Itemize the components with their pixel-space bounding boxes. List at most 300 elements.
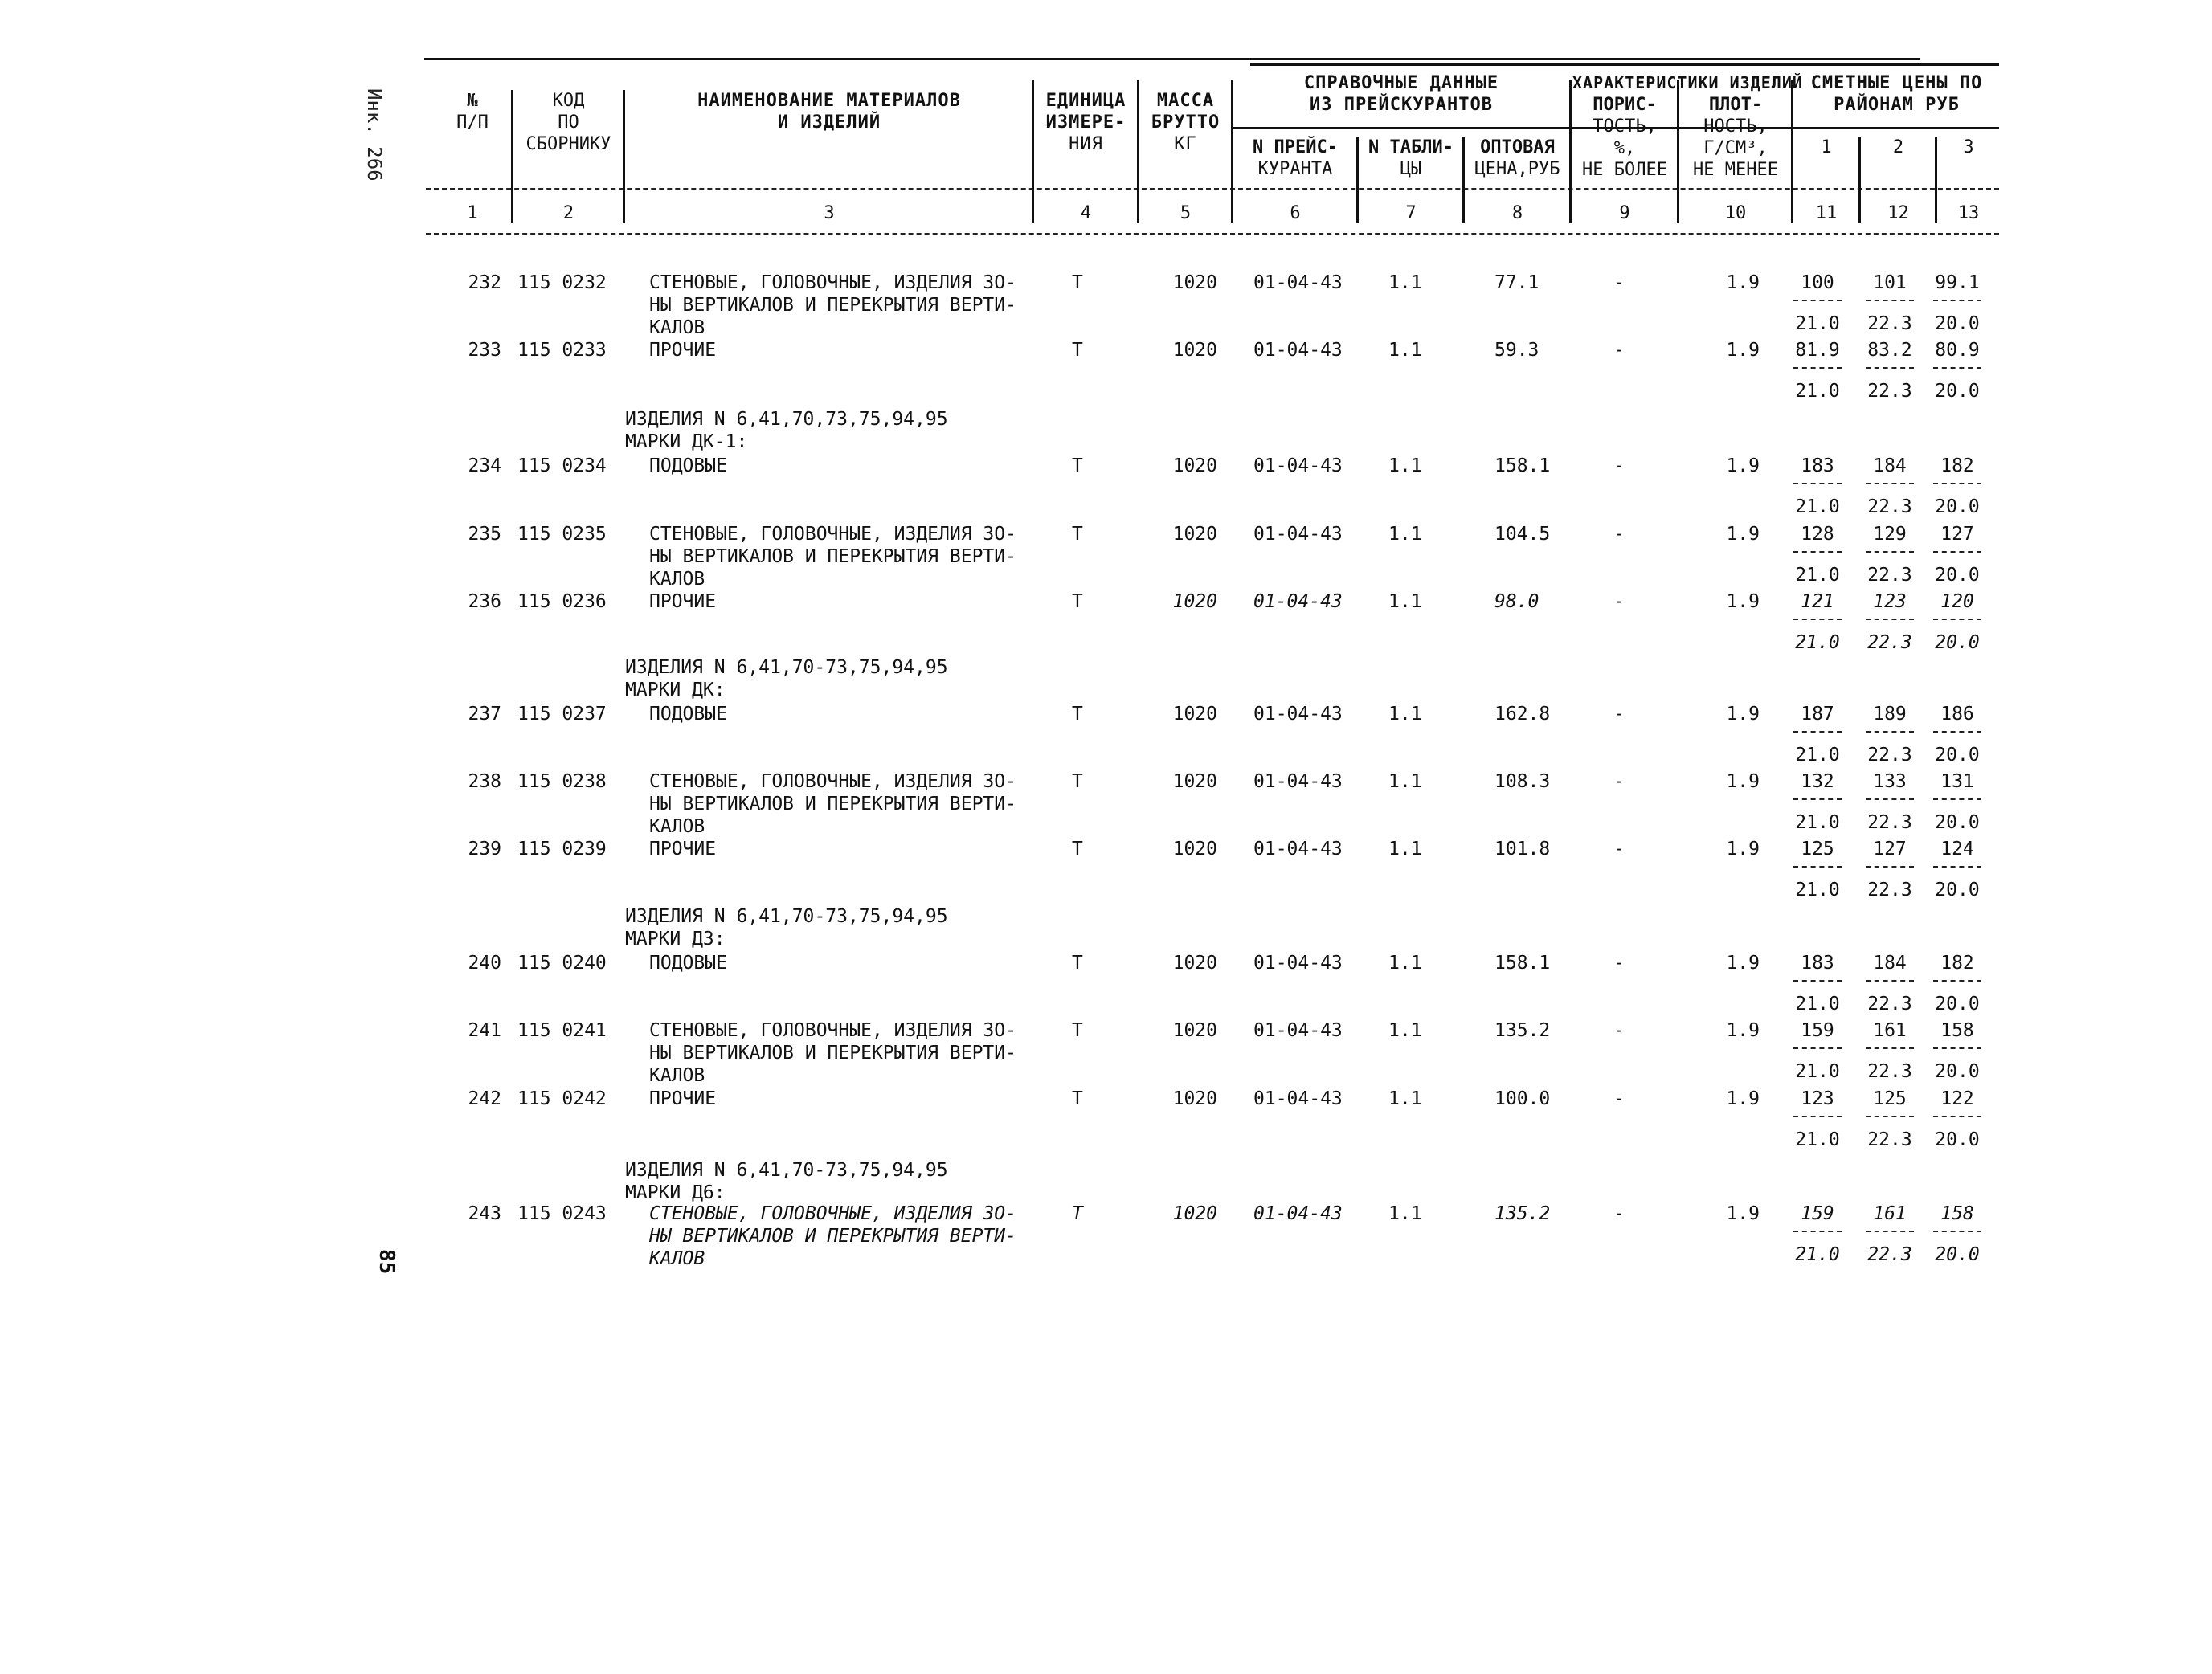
header-top-rule-right (1250, 63, 1999, 66)
price-value: 183 (1801, 953, 1834, 974)
col-sep (1356, 137, 1359, 223)
colnum-2: 2 (562, 203, 574, 223)
row-name (649, 339, 716, 361)
row-number: 242 (468, 1088, 501, 1109)
header-text: ИЗ ПРЕЙСКУРАНТОВ (1310, 95, 1493, 115)
colnum-11: 11 (1815, 203, 1838, 223)
row-price-district-3 (1928, 272, 1986, 335)
price-value: 159 (1801, 1203, 1834, 1224)
row-price-district-3 (1928, 1019, 1986, 1083)
price-coefficient: 20.0 (1935, 880, 1980, 900)
row-mass: 1020 (1172, 272, 1217, 293)
row-price-district-1 (1789, 703, 1846, 766)
price-value: 127 (1940, 524, 1974, 545)
header-col5 (1140, 90, 1231, 155)
header-col9 (1572, 94, 1677, 181)
row-name-line: НЫ ВЕРТИКАЛОВ И ПЕРЕКРЫТИЯ ВЕРТИ- (649, 1043, 1016, 1064)
row-density: 1.9 (1726, 953, 1760, 974)
row-name (649, 523, 1016, 590)
row-porosity: - (1613, 953, 1625, 974)
row-table: 1.1 (1388, 1020, 1422, 1041)
price-coefficient: 20.0 (1935, 632, 1980, 653)
row-wholesale: 77.1 (1494, 272, 1539, 293)
section-heading (625, 1159, 948, 1204)
fraction-bar (1866, 731, 1914, 744)
row-pricelist: 01-04-43 (1253, 340, 1343, 361)
row-pricelist: 01-04-43 (1253, 953, 1343, 974)
row-code: 115 0234 (517, 455, 607, 476)
row-code: 115 0237 (517, 704, 607, 725)
price-value: 80.9 (1935, 340, 1980, 361)
row-wholesale: 59.3 (1494, 340, 1539, 361)
colnum-5: 5 (1180, 203, 1192, 223)
header-text: И ИЗДЕЛИЙ (777, 112, 881, 133)
price-coefficient: 22.3 (1867, 994, 1912, 1015)
header-text: ПО (558, 112, 579, 133)
row-price-district-3 (1928, 838, 1986, 901)
header-district-3: 3 (1963, 137, 1974, 157)
colnum-8: 8 (1511, 203, 1523, 223)
row-name-line: СТЕНОВЫЕ, ГОЛОВОЧНЫЕ, ИЗДЕЛИЯ ЗО- (649, 524, 1016, 545)
header-text: МАССА (1156, 91, 1215, 111)
colnum-13: 13 (1957, 203, 1980, 223)
fraction-bar (1933, 798, 1981, 811)
row-table: 1.1 (1388, 591, 1422, 612)
row-mass: 1020 (1172, 455, 1217, 476)
fraction-bar (1933, 619, 1981, 631)
section-line: ИЗДЕЛИЯ N 6,41,70,73,75,94,95 (625, 409, 948, 430)
row-name (649, 952, 727, 974)
row-code: 115 0236 (517, 591, 607, 612)
row-price-district-3 (1928, 703, 1986, 766)
fraction-bar (1793, 300, 1842, 312)
row-price-district-1 (1789, 523, 1846, 586)
row-name-line: НЫ ВЕРТИКАЛОВ И ПЕРЕКРЫТИЯ ВЕРТИ- (649, 546, 1016, 567)
row-number: 239 (468, 839, 501, 859)
header-text: ОПТОВАЯ (1480, 137, 1555, 157)
row-price-district-1 (1789, 1088, 1846, 1151)
price-coefficient: 20.0 (1935, 496, 1980, 517)
price-coefficient: 21.0 (1795, 1129, 1840, 1150)
row-porosity: - (1613, 1088, 1625, 1109)
fraction-bar (1793, 551, 1842, 564)
section-line: МАРКИ Д6: (625, 1182, 726, 1203)
row-price-district-1 (1789, 455, 1846, 518)
row-wholesale: 162.8 (1494, 704, 1551, 725)
fraction-bar (1793, 866, 1842, 879)
row-name (649, 1088, 716, 1110)
header-text: СМЕТНЫЕ ЦЕНЫ ПО (1810, 73, 1983, 93)
price-value: 158 (1940, 1020, 1974, 1041)
row-porosity: - (1613, 1203, 1625, 1224)
row-mass: 1020 (1172, 591, 1217, 612)
price-value: 122 (1940, 1088, 1974, 1109)
fraction-bar (1793, 619, 1842, 631)
header-group-characteristics (1572, 72, 1803, 94)
row-mass: 1020 (1172, 839, 1217, 859)
row-name (649, 770, 1016, 838)
header-col7 (1360, 137, 1462, 180)
row-price-district-3 (1928, 523, 1986, 586)
row-pricelist: 01-04-43 (1253, 1203, 1343, 1224)
row-porosity: - (1613, 771, 1625, 792)
section-heading (625, 408, 948, 453)
price-coefficient: 21.0 (1795, 632, 1840, 653)
header-col3 (627, 90, 1032, 133)
price-value: 99.1 (1935, 272, 1980, 293)
section-heading (625, 905, 948, 950)
fraction-bar (1866, 866, 1914, 879)
row-code: 115 0239 (517, 839, 607, 859)
price-value: 184 (1873, 953, 1907, 974)
row-density: 1.9 (1726, 524, 1760, 545)
row-porosity: - (1613, 839, 1625, 859)
header-mid-rule (426, 188, 1999, 190)
fraction-bar (1793, 367, 1842, 380)
header-group-reference (1234, 72, 1568, 116)
price-value: 124 (1940, 839, 1974, 859)
header-text: ЦЫ (1400, 159, 1422, 179)
col-sep (623, 90, 625, 223)
row-table: 1.1 (1388, 771, 1422, 792)
header-text: N ПРЕЙС- (1253, 137, 1338, 157)
fraction-bar (1793, 798, 1842, 811)
price-coefficient: 20.0 (1935, 1244, 1980, 1265)
row-price-district-3 (1928, 455, 1986, 518)
price-value: 101 (1873, 272, 1907, 293)
row-name-line: СТЕНОВЫЕ, ГОЛОВОЧНЫЕ, ИЗДЕЛИЯ ЗО- (649, 1020, 1016, 1041)
price-value: 186 (1940, 704, 1974, 725)
row-number: 236 (468, 591, 501, 612)
price-value: 183 (1801, 455, 1834, 476)
row-price-district-2 (1861, 455, 1919, 518)
row-price-district-1 (1789, 838, 1846, 901)
fraction-bar (1933, 300, 1981, 312)
price-value: 131 (1940, 771, 1974, 792)
fraction-bar (1933, 1231, 1981, 1243)
row-table: 1.1 (1388, 340, 1422, 361)
price-coefficient: 22.3 (1867, 565, 1912, 586)
price-value: 125 (1873, 1088, 1907, 1109)
header-text: НЕ БОЛЕЕ (1582, 160, 1667, 180)
row-name-line: КАЛОВ (649, 569, 705, 590)
row-table: 1.1 (1388, 272, 1422, 293)
price-value: 129 (1873, 524, 1907, 545)
price-value: 182 (1940, 455, 1974, 476)
row-price-district-1 (1789, 1202, 1846, 1266)
price-coefficient: 21.0 (1795, 745, 1840, 766)
row-density: 1.9 (1726, 591, 1760, 612)
price-value: 184 (1873, 455, 1907, 476)
price-coefficient: 20.0 (1935, 381, 1980, 402)
row-wholesale: 158.1 (1494, 953, 1551, 974)
price-coefficient: 22.3 (1867, 812, 1912, 833)
row-unit: Т (1072, 272, 1083, 293)
row-pricelist: 01-04-43 (1253, 1088, 1343, 1109)
row-price-district-2 (1861, 1019, 1919, 1083)
row-density: 1.9 (1726, 1088, 1760, 1109)
price-value: 158 (1940, 1203, 1974, 1224)
fraction-bar (1866, 980, 1914, 993)
price-coefficient: 21.0 (1795, 381, 1840, 402)
row-unit: Т (1072, 704, 1083, 725)
row-price-district-1 (1789, 770, 1846, 834)
col-sep (1231, 80, 1233, 223)
row-name-line: НЫ ВЕРТИКАЛОВ И ПЕРЕКРЫТИЯ ВЕРТИ- (649, 1226, 1016, 1247)
row-name-line: СТЕНОВЫЕ, ГОЛОВОЧНЫЕ, ИЗДЕЛИЯ ЗО- (649, 1203, 1016, 1224)
price-coefficient: 22.3 (1867, 381, 1912, 402)
price-value: 81.9 (1795, 340, 1840, 361)
header-text: НИЯ (1069, 134, 1103, 154)
header-text: ЦЕНА,РУБ (1474, 159, 1560, 179)
price-coefficient: 20.0 (1935, 565, 1980, 586)
row-price-district-3 (1928, 339, 1986, 402)
row-table: 1.1 (1388, 953, 1422, 974)
col-sep (1462, 137, 1465, 223)
row-price-district-2 (1861, 523, 1919, 586)
row-unit: Т (1072, 953, 1083, 974)
row-number: 234 (468, 455, 501, 476)
header-text: № (467, 91, 478, 111)
header-top-rule (424, 58, 1920, 60)
row-mass: 1020 (1172, 1020, 1217, 1041)
row-price-district-2 (1861, 952, 1919, 1015)
row-code: 115 0243 (517, 1203, 607, 1224)
col-sep (1935, 137, 1937, 223)
row-price-district-1 (1789, 952, 1846, 1015)
header-district-2: 2 (1892, 137, 1904, 157)
fraction-bar (1933, 731, 1981, 744)
section-line: ИЗДЕЛИЯ N 6,41,70-73,75,94,95 (625, 906, 948, 927)
fraction-bar (1793, 1116, 1842, 1129)
header-col4 (1035, 90, 1137, 155)
row-mass: 1020 (1172, 524, 1217, 545)
price-coefficient: 20.0 (1935, 745, 1980, 766)
row-number: 235 (468, 524, 501, 545)
row-name-line: КАЛОВ (649, 1248, 705, 1269)
header-bottom-rule (426, 233, 1999, 235)
row-price-district-2 (1861, 272, 1919, 335)
row-price-district-1 (1789, 272, 1846, 335)
row-table: 1.1 (1388, 1088, 1422, 1109)
row-porosity: - (1613, 272, 1625, 293)
header-district-1: 1 (1821, 137, 1832, 157)
price-coefficient: 22.3 (1867, 880, 1912, 900)
fraction-bar (1866, 619, 1914, 631)
price-value: 161 (1873, 1203, 1907, 1224)
row-name-line: КАЛОВ (649, 1065, 705, 1086)
row-number: 238 (468, 771, 501, 792)
header-group-prices (1794, 72, 1999, 116)
price-value: 121 (1801, 591, 1834, 612)
row-pricelist: 01-04-43 (1253, 1020, 1343, 1041)
header-text: СБОРНИКУ (525, 134, 611, 154)
colnum-4: 4 (1080, 203, 1092, 223)
row-wholesale: 101.8 (1494, 839, 1551, 859)
price-coefficient: 22.3 (1867, 496, 1912, 517)
row-porosity: - (1613, 591, 1625, 612)
price-value: 100 (1801, 272, 1834, 293)
price-coefficient: 21.0 (1795, 313, 1840, 334)
header-text: ЕДИНИЦА (1045, 91, 1126, 111)
row-name-line: ПРОЧИЕ (649, 839, 717, 859)
row-name-line: ПРОЧИЕ (649, 1088, 717, 1109)
header-text: КУРАНТА (1257, 159, 1333, 179)
row-pricelist: 01-04-43 (1253, 591, 1343, 612)
colnum-1: 1 (467, 203, 478, 223)
row-price-district-2 (1861, 339, 1919, 402)
page-ref: Инк. 266 (363, 88, 386, 182)
row-unit: Т (1072, 839, 1083, 859)
fraction-bar (1866, 483, 1914, 496)
row-density: 1.9 (1726, 839, 1760, 859)
row-mass: 1020 (1172, 340, 1217, 361)
row-density: 1.9 (1726, 704, 1760, 725)
header-text: ПОРИС- (1593, 95, 1657, 115)
colnum-7: 7 (1405, 203, 1417, 223)
row-pricelist: 01-04-43 (1253, 272, 1343, 293)
col-sep (1858, 137, 1861, 223)
header-col2 (514, 90, 623, 155)
row-name-line: СТЕНОВЫЕ, ГОЛОВОЧНЫЕ, ИЗДЕЛИЯ ЗО- (649, 272, 1016, 293)
price-coefficient: 21.0 (1795, 880, 1840, 900)
section-line: МАРКИ ДК-1: (625, 431, 748, 452)
row-mass: 1020 (1172, 953, 1217, 974)
row-price-district-2 (1861, 1088, 1919, 1151)
fraction-bar (1793, 1231, 1842, 1243)
row-price-district-3 (1928, 770, 1986, 834)
row-table: 1.1 (1388, 455, 1422, 476)
row-name-line: ПОДОВЫЕ (649, 704, 727, 725)
row-name (649, 1019, 1016, 1087)
row-unit: Т (1072, 340, 1083, 361)
header-text: ПЛОТ- (1708, 95, 1763, 115)
fraction-bar (1866, 367, 1914, 380)
row-unit: Т (1072, 455, 1083, 476)
price-coefficient: 20.0 (1935, 1061, 1980, 1082)
row-price-district-3 (1928, 952, 1986, 1015)
row-name (649, 838, 716, 860)
row-price-district-2 (1861, 703, 1919, 766)
row-number: 233 (468, 340, 501, 361)
fraction-bar (1866, 300, 1914, 312)
price-value: 123 (1801, 1088, 1834, 1109)
header-text: КОД (552, 91, 585, 111)
row-code: 115 0233 (517, 340, 607, 361)
row-pricelist: 01-04-43 (1253, 524, 1343, 545)
row-unit: Т (1072, 591, 1083, 612)
price-coefficient: 20.0 (1935, 812, 1980, 833)
row-name-line: НЫ ВЕРТИКАЛОВ И ПЕРЕКРЫТИЯ ВЕРТИ- (649, 794, 1016, 815)
row-unit: Т (1072, 1088, 1083, 1109)
row-density: 1.9 (1726, 1020, 1760, 1041)
row-name-line: КАЛОВ (649, 317, 705, 338)
col-sep (511, 90, 513, 223)
header-text: РАЙОНАМ РУБ (1834, 95, 1960, 115)
fraction-bar (1793, 1047, 1842, 1060)
header-col8 (1466, 137, 1569, 180)
row-porosity: - (1613, 1020, 1625, 1041)
row-number: 241 (468, 1020, 501, 1041)
colnum-9: 9 (1619, 203, 1630, 223)
row-porosity: - (1613, 455, 1625, 476)
header-text: БРУТТО (1151, 112, 1220, 133)
row-name-line: ПРОЧИЕ (649, 591, 717, 612)
row-code: 115 0235 (517, 524, 607, 545)
row-name (649, 272, 1016, 339)
header-text: %, (1613, 138, 1636, 158)
price-coefficient: 21.0 (1795, 565, 1840, 586)
row-number: 240 (468, 953, 501, 974)
row-price-district-1 (1789, 1019, 1846, 1083)
price-coefficient: 22.3 (1867, 745, 1912, 766)
row-name-line: СТЕНОВЫЕ, ГОЛОВОЧНЫЕ, ИЗДЕЛИЯ ЗО- (649, 771, 1016, 792)
row-table: 1.1 (1388, 704, 1422, 725)
row-price-district-3 (1928, 1088, 1986, 1151)
price-coefficient: 22.3 (1867, 1129, 1912, 1150)
header-text: СПРАВОЧНЫЕ ДАННЫЕ (1303, 73, 1499, 93)
row-pricelist: 01-04-43 (1253, 839, 1343, 859)
price-coefficient: 21.0 (1795, 1061, 1840, 1082)
row-table: 1.1 (1388, 524, 1422, 545)
row-price-district-3 (1928, 590, 1986, 654)
row-unit: Т (1072, 1203, 1083, 1224)
fraction-bar (1793, 980, 1842, 993)
header-text: П/П (456, 112, 489, 133)
fraction-bar (1933, 367, 1981, 380)
header-text: ИЗМЕРЕ- (1045, 112, 1126, 133)
row-name-line: ПРОЧИЕ (649, 340, 717, 361)
row-wholesale: 135.2 (1494, 1203, 1551, 1224)
price-value: 161 (1873, 1020, 1907, 1041)
price-value: 120 (1940, 591, 1974, 612)
header-text: КГ (1174, 134, 1197, 154)
row-code: 115 0238 (517, 771, 607, 792)
fraction-bar (1866, 1231, 1914, 1243)
row-density: 1.9 (1726, 272, 1760, 293)
section-line: МАРКИ ДЗ: (625, 929, 726, 949)
row-wholesale: 135.2 (1494, 1020, 1551, 1041)
section-line: МАРКИ ДК: (625, 680, 726, 700)
row-table: 1.1 (1388, 839, 1422, 859)
price-value: 127 (1873, 839, 1907, 859)
price-coefficient: 21.0 (1795, 1244, 1840, 1265)
row-price-district-2 (1861, 770, 1919, 834)
price-coefficient: 21.0 (1795, 496, 1840, 517)
header-col1 (434, 90, 511, 133)
row-wholesale: 98.0 (1494, 591, 1539, 612)
section-line: ИЗДЕЛИЯ N 6,41,70-73,75,94,95 (625, 1160, 948, 1181)
row-name (649, 1202, 1016, 1270)
price-value: 132 (1801, 771, 1834, 792)
col-sep (1569, 80, 1572, 223)
row-unit: Т (1072, 524, 1083, 545)
row-name-line: КАЛОВ (649, 816, 705, 837)
price-coefficient: 20.0 (1935, 1129, 1980, 1150)
price-value: 83.2 (1867, 340, 1912, 361)
row-number: 237 (468, 704, 501, 725)
row-price-district-1 (1789, 339, 1846, 402)
fraction-bar (1866, 1116, 1914, 1129)
fraction-bar (1866, 1047, 1914, 1060)
col-sep (1137, 80, 1139, 223)
header-text: НАИМЕНОВАНИЕ МАТЕРИАЛОВ (697, 91, 961, 111)
row-table: 1.1 (1388, 1203, 1422, 1224)
row-mass: 1020 (1172, 704, 1217, 725)
colnum-10: 10 (1724, 203, 1747, 223)
price-value: 189 (1873, 704, 1907, 725)
row-price-district-1 (1789, 590, 1846, 654)
